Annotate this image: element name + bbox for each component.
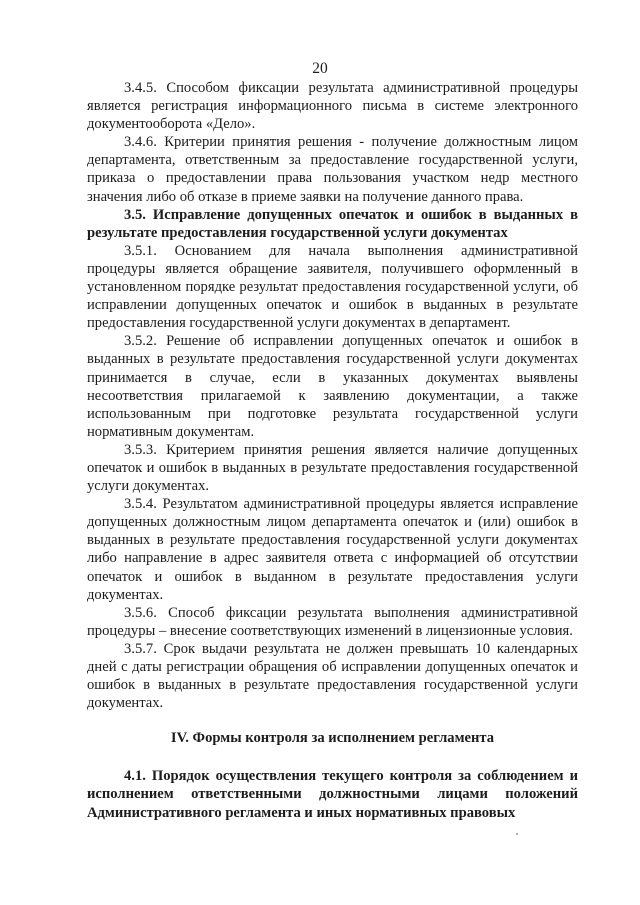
subsection-heading-4-1: 4.1. Порядок осуществления текущего контроля за соблюдением и исполнением ответственными должностными лицами положений Административного регламента и иных нормативных правовых [87,768,578,821]
scan-speck [516,833,518,835]
document-body [87,79,578,822]
paragraph-3-5-4: 3.5.4. Результатом административной процедуры является исправление допущенных должностным лицом департамента опечаток и (или) ошибок в выданных в результате предоставления государственной услуги документах либо направление в адрес заявителя ответа с информацией об отсутствии опечаток и ошибок в выданном в результате предоставления услуги документах. [87,496,578,603]
paragraph-3-5-6: 3.5.6. Способ фиксации результата выполнения административной процедуры – внесение соответствующих изменений в лицензионные условия. [87,604,578,639]
heading-3-5: 3.5. Исправление допущенных опечаток и ошибок в выданных в результате предоставления государственной услуги документах [87,206,578,241]
paragraph-3-5-1: 3.5.1. Основанием для начала выполнения административной процедуры является обращение заявителя, получившего оформленный в установленном порядке результат предоставления государственной услуги, об исправлении допущенных опечаток и ошибок в выданных в результате предоставления государственной услуги документах в департамент. [87,242,578,332]
paragraph-3-5-2: 3.5.2. Решение об исправлении допущенных опечаток и ошибок в выданных в результате предоставления государственной услуги документах принимается в случае, если в указанных документах выявлены несоответствия прилагаемой к заявлению документации, а также использованным при подготовке результата государственной услуги нормативным документам. [87,333,578,440]
paragraph-3-5-3: 3.5.3. Критерием принятия решения является наличие допущенных опечаток и ошибок в выданных в результате предоставления государственной услуги документах. [87,441,578,495]
paragraph-3-5-7: 3.5.7. Срок выдачи результата не должен превышать 10 календарных дней с даты регистрации обращения об исправлении допущенных опечаток и ошибок в выданных в результате предоставления государственной услуги документах. [87,640,578,712]
paragraph-3-4-5: 3.4.5. Способом фиксации результата административной процедуры является регистрация информационного письма в системе электронного документооборота «Дело». [87,80,578,133]
section-heading-iv: IV. Формы контроля за исполнением регламента [170,730,495,747]
paragraph-3-4-6: 3.4.6. Критерии принятия решения - получение должностным лицом департамента, ответственным за предоставление государственной услуги, приказа о предоставлении права пользования участком недр местного значения либо об отказе в приеме заявки на получение данного права. [87,134,578,205]
page-number: 20 [312,60,328,77]
